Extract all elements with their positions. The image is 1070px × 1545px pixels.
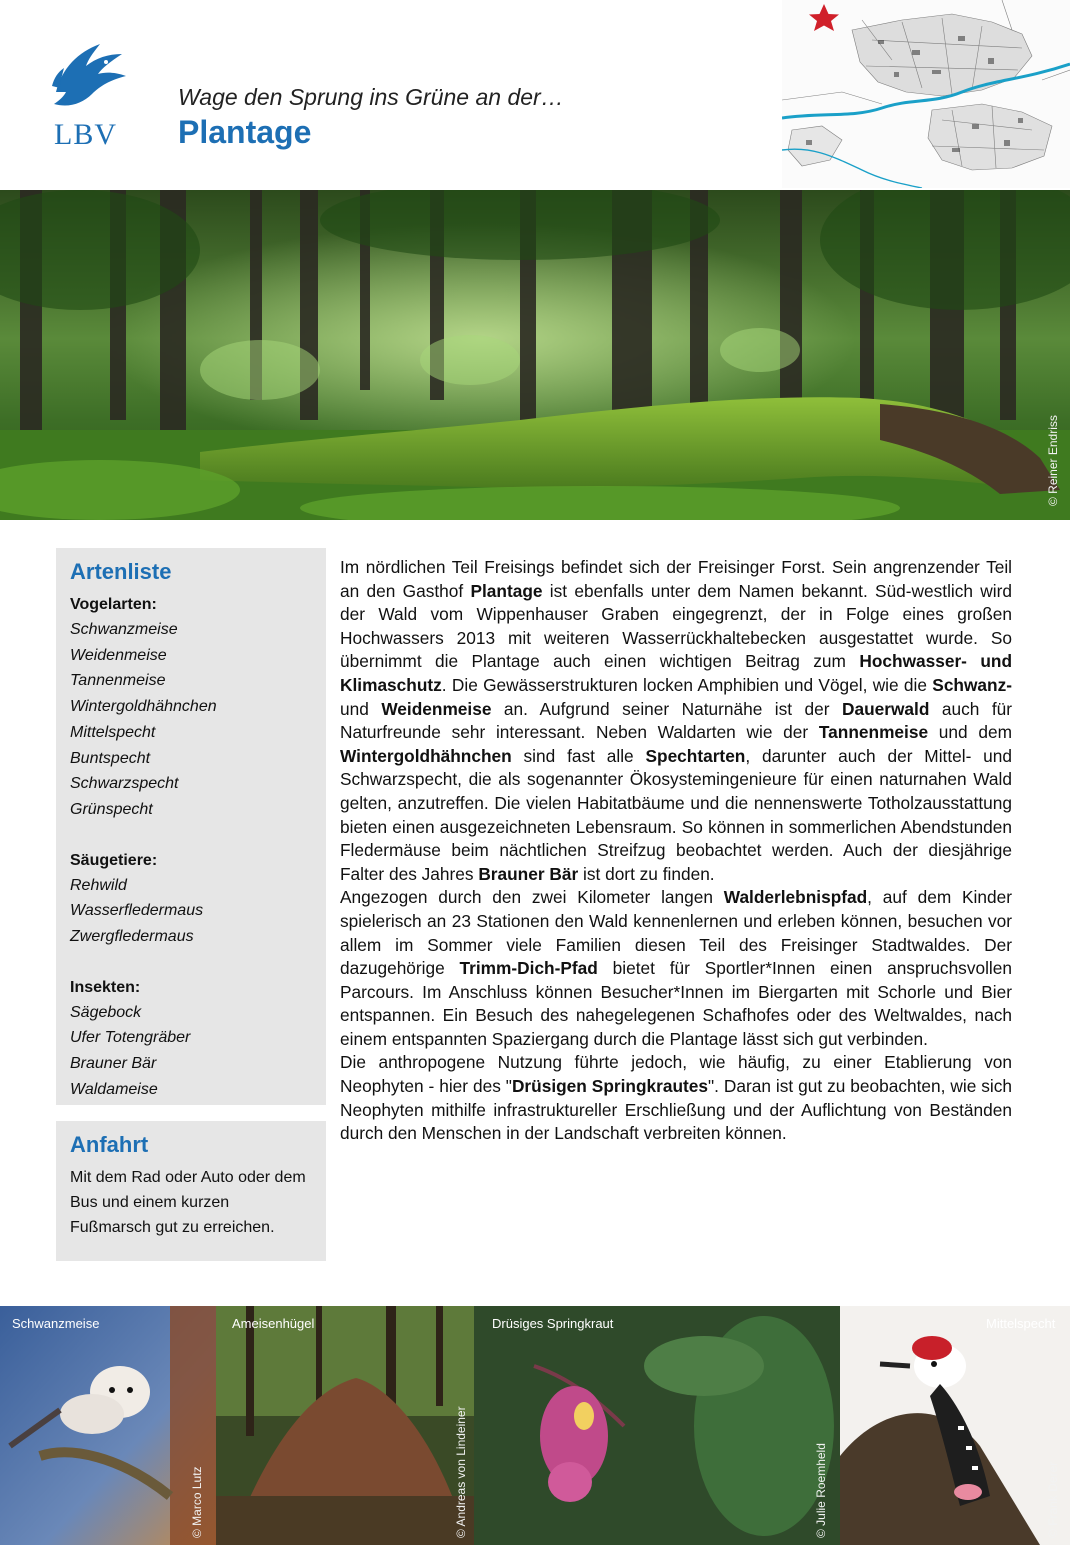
species-item: Zwergfledermaus bbox=[70, 928, 194, 946]
page-title: Plantage bbox=[178, 114, 312, 150]
sidebar bbox=[56, 548, 326, 1261]
paragraph-1: Im nördlichen Teil Freisings befindet sich der Freisinger Forst. Sein angrenzender Teil an den Gasthof Plantage ist ebenfalls unter dem Namen bekannt. Süd-westlich wird der Wald vom Wippenhauser Graben eingegrenzt, der in Folge eines großen Hochwassers 2013 mit weiteren Wasserrückhaltebecken ausgestattet wurde. So übernimmt die Plantage auch einen wichtigen Beitrag zum Hochwasser- und Klimaschutz. Die Gewässerstrukturen locken Amphibien und Vögel, wie die Schwanz- und Weidenmeise an. Aufgrund seiner Naturnähe ist der Dauerwald auch für Naturfreunde sehr interessant. Neben Waldarten wie der Tannenmeise und dem Wintergoldhähnchen sind fast alle Spechtarten, darunter auch der Mittel- und Schwarzspecht, die als sogenannter Ökosystemingenieure für einen naturnahen Wald gelten, anzutreffen. Die vielen Habitatbäume und die nennenswerte Totholzausstattung bieten einen ausgezeichneten Lebensraum. So können in sommerlichen Abendstunden Fledermäuse beim nächtlichen Streifzug beobachtet werden. Auch der diesjährige Falter des Jahres Brauner Bär ist dort zu finden. bbox=[340, 557, 1013, 884]
photo-strip bbox=[0, 1306, 1070, 1545]
saeuger-heading: Säugetiere: bbox=[70, 851, 158, 869]
species-item: Wasserfledermaus bbox=[70, 902, 204, 920]
photo-credit: © Frank Derer bbox=[1046, 1461, 1060, 1538]
photo-mittelspecht bbox=[840, 1306, 1070, 1545]
anfahrt-heading: Anfahrt bbox=[70, 1132, 149, 1157]
species-item: Mittelspecht bbox=[70, 723, 156, 741]
species-item: Weidenmeise bbox=[70, 646, 167, 664]
hero-credit: © Reiner Endriss bbox=[1046, 415, 1060, 506]
vogel-heading: Vogelarten: bbox=[70, 596, 157, 613]
species-item: Buntspecht bbox=[70, 749, 151, 767]
photo-springkraut bbox=[474, 1306, 840, 1545]
paragraph-3: Die anthropogene Nutzung führte jedoch, wie häufig, zu einer Etablierung von Neophyten - hier des "Drüsigen Springkrautes". Daran ist gut zu beobachten, wie sich Neophyten mithilfe infrastruktureller Erschließung und der Auflichtung von Beständen durch den Menschen in der Landschaft verbreiten können. bbox=[340, 1052, 1012, 1144]
species-item: Brauner Bär bbox=[70, 1055, 157, 1073]
lbv-logo bbox=[48, 38, 130, 156]
main-text bbox=[340, 556, 1012, 1146]
photo-label: Mittelspecht bbox=[986, 1316, 1056, 1331]
anfahrt-text: Mit dem Rad oder Auto oder dem Bus und einem kurzen Fußmarsch gut zu erreichen. bbox=[70, 1169, 306, 1236]
anfahrt-box bbox=[56, 1121, 326, 1261]
map-graphic bbox=[782, 0, 1070, 188]
species-item: Waldameise bbox=[70, 1080, 158, 1098]
species-item: Sägebock bbox=[70, 1003, 142, 1021]
artenliste-heading: Artenliste bbox=[70, 559, 172, 584]
page-subtitle: Wage den Sprung ins Grüne an der… bbox=[178, 84, 564, 110]
species-item: Wintergoldhähnchen bbox=[70, 698, 217, 716]
species-item: Ufer Totengräber bbox=[70, 1029, 191, 1047]
species-item: Rehwild bbox=[70, 876, 127, 894]
photo-label: Schwanzmeise bbox=[12, 1316, 100, 1331]
photo-credit: © Andreas von Lindeiner bbox=[454, 1406, 468, 1538]
species-item: Tannenmeise bbox=[70, 672, 166, 690]
photo-label: Ameisenhügel bbox=[232, 1316, 315, 1331]
logo-text: LBV bbox=[54, 118, 117, 151]
location-star-icon bbox=[809, 4, 839, 31]
insekten-heading: Insekten: bbox=[70, 978, 141, 996]
photo-ameisenhuegel bbox=[216, 1306, 474, 1545]
artenliste-box bbox=[56, 548, 326, 1105]
species-item: Schwarzspecht bbox=[70, 775, 179, 793]
species-item: Schwanzmeise bbox=[70, 621, 178, 638]
photo-credit: © Marco Lutz bbox=[190, 1466, 204, 1538]
photo-schwanzmeise bbox=[0, 1306, 216, 1545]
kingfisher-logo-icon bbox=[48, 38, 130, 116]
photo-label: Drüsiges Springkraut bbox=[492, 1316, 614, 1331]
species-item: Grünspecht bbox=[70, 800, 153, 818]
photo-credit: © Julie Roemheld bbox=[814, 1443, 828, 1538]
paragraph-2: Angezogen durch den zwei Kilometer langen Walderlebnispfad, auf dem Kinder spielerisch an 23 Stationen den Wald kennenlernen und erleben können, besuchen vor allem im Sommer viele Familien diesen Teil des Freisinger Stadtwaldes. Der dazugehörige Trimm-Dich-Pfad bietet für Sportler*Innen einen anspruchsvollen Parcours. Im Anschluss können Besucher*Innen im Biergarten mit Schorle und Bier entspannen. Ein Besuch des nahegelegenen Schafhofes oder des Weltwaldes, nach einem entspannten Spaziergang durch die Plantage lässt sich gut verbinden. bbox=[340, 887, 1012, 1049]
hero-forest-photo bbox=[0, 190, 1070, 520]
city-map bbox=[782, 0, 1070, 188]
